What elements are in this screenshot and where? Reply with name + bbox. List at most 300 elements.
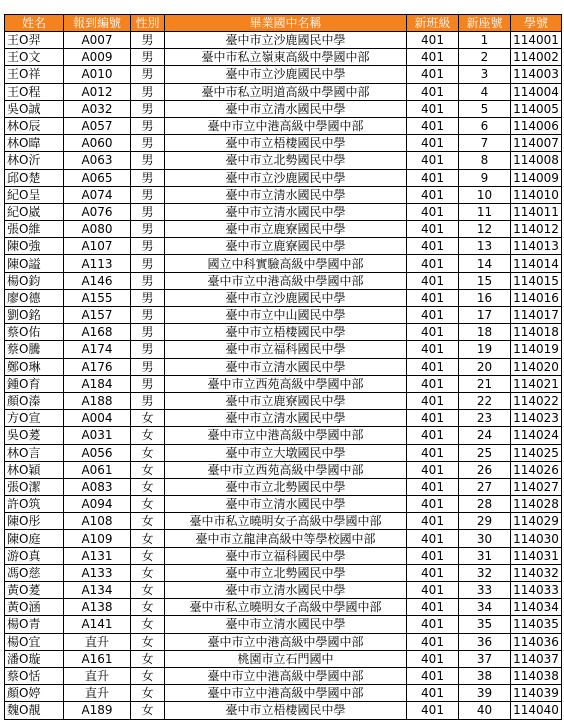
name-cell: 黃O涵 bbox=[5, 599, 64, 616]
student-id-cell: 114028 bbox=[511, 496, 562, 513]
student-id-cell: 114023 bbox=[511, 410, 562, 427]
name-cell: 林O穎 bbox=[5, 461, 64, 478]
class-cell: 401 bbox=[407, 32, 459, 49]
table-row bbox=[5, 427, 562, 444]
gender-cell: 男 bbox=[131, 307, 165, 324]
class-cell: 401 bbox=[407, 599, 459, 616]
table-row bbox=[5, 599, 562, 616]
student-id-cell: 114026 bbox=[511, 461, 562, 478]
table-row bbox=[5, 513, 562, 530]
registration-cell: A189 bbox=[64, 702, 131, 719]
seat-cell: 23 bbox=[459, 410, 511, 427]
header-row bbox=[5, 15, 562, 32]
name-cell: 蔡O佑 bbox=[5, 324, 64, 341]
registration-cell: A176 bbox=[64, 358, 131, 375]
seat-cell: 3 bbox=[459, 66, 511, 83]
header-name: 姓名 bbox=[5, 15, 64, 32]
school-cell: 臺中市立北勢國民中學 bbox=[165, 152, 407, 169]
table-row bbox=[5, 650, 562, 667]
school-cell: 臺中市立清水國民中學 bbox=[165, 358, 407, 375]
name-cell: 楊O宜 bbox=[5, 633, 64, 650]
name-cell: 紀O呈 bbox=[5, 186, 64, 203]
seat-cell: 40 bbox=[459, 702, 511, 719]
name-cell: 鄭O琳 bbox=[5, 358, 64, 375]
school-cell: 國立中科實驗高級中學國中部 bbox=[165, 255, 407, 272]
seat-cell: 39 bbox=[459, 685, 511, 702]
school-cell: 臺中市立鹿寮國民中學 bbox=[165, 221, 407, 238]
seat-cell: 29 bbox=[459, 513, 511, 530]
school-cell: 臺中市立沙鹿國民中學 bbox=[165, 66, 407, 83]
school-cell: 臺中市立大墩國民中學 bbox=[165, 444, 407, 461]
seat-cell: 11 bbox=[459, 203, 511, 220]
name-cell: 陳O庭 bbox=[5, 530, 64, 547]
seat-cell: 27 bbox=[459, 478, 511, 495]
table-row bbox=[5, 324, 562, 341]
table-row bbox=[5, 685, 562, 702]
name-cell: 蔡O恬 bbox=[5, 667, 64, 684]
name-cell: 魏O靚 bbox=[5, 702, 64, 719]
name-cell: 王O祥 bbox=[5, 66, 64, 83]
table-row bbox=[5, 117, 562, 134]
gender-cell: 男 bbox=[131, 135, 165, 152]
gender-cell: 男 bbox=[131, 324, 165, 341]
class-cell: 401 bbox=[407, 324, 459, 341]
name-cell: 顏O溱 bbox=[5, 392, 64, 409]
name-cell: 張O潔 bbox=[5, 478, 64, 495]
seat-cell: 19 bbox=[459, 341, 511, 358]
name-cell: 張O維 bbox=[5, 221, 64, 238]
class-cell: 401 bbox=[407, 513, 459, 530]
table-row bbox=[5, 152, 562, 169]
name-cell: 楊O青 bbox=[5, 616, 64, 633]
name-cell: 劉O銘 bbox=[5, 307, 64, 324]
table-row bbox=[5, 444, 562, 461]
school-cell: 臺中市立中港高級中學國中部 bbox=[165, 272, 407, 289]
school-cell: 臺中市私立明道高級中學國中部 bbox=[165, 83, 407, 100]
school-cell: 臺中市立福科國民中學 bbox=[165, 547, 407, 564]
table-row bbox=[5, 582, 562, 599]
registration-cell: 直升 bbox=[64, 667, 131, 684]
name-cell: 顏O婷 bbox=[5, 685, 64, 702]
table-row bbox=[5, 238, 562, 255]
table-row bbox=[5, 307, 562, 324]
seat-cell: 31 bbox=[459, 547, 511, 564]
class-cell: 401 bbox=[407, 496, 459, 513]
gender-cell: 男 bbox=[131, 375, 165, 392]
student-id-cell: 114019 bbox=[511, 341, 562, 358]
registration-cell: A056 bbox=[64, 444, 131, 461]
table-row bbox=[5, 66, 562, 83]
registration-cell: A133 bbox=[64, 564, 131, 581]
seat-cell: 1 bbox=[459, 32, 511, 49]
student-id-cell: 114003 bbox=[511, 66, 562, 83]
class-cell: 401 bbox=[407, 564, 459, 581]
registration-cell: A031 bbox=[64, 427, 131, 444]
gender-cell: 女 bbox=[131, 478, 165, 495]
table-row bbox=[5, 100, 562, 117]
student-id-cell: 114002 bbox=[511, 49, 562, 66]
class-cell: 401 bbox=[407, 685, 459, 702]
registration-cell: A060 bbox=[64, 135, 131, 152]
school-cell: 臺中市立沙鹿國民中學 bbox=[165, 169, 407, 186]
table-row bbox=[5, 203, 562, 220]
class-cell: 401 bbox=[407, 410, 459, 427]
class-cell: 401 bbox=[407, 667, 459, 684]
student-id-cell: 114034 bbox=[511, 599, 562, 616]
name-cell: 許O筑 bbox=[5, 496, 64, 513]
school-cell: 臺中市立西苑高級中學國中部 bbox=[165, 461, 407, 478]
school-cell: 臺中市私立曉明女子高級中學國中部 bbox=[165, 513, 407, 530]
gender-cell: 女 bbox=[131, 530, 165, 547]
registration-cell: A065 bbox=[64, 169, 131, 186]
gender-cell: 女 bbox=[131, 496, 165, 513]
school-cell: 臺中市立梧棲國民中學 bbox=[165, 324, 407, 341]
registration-cell: A109 bbox=[64, 530, 131, 547]
student-roster-table bbox=[4, 14, 562, 720]
name-cell: 紀O崴 bbox=[5, 203, 64, 220]
seat-cell: 7 bbox=[459, 135, 511, 152]
class-cell: 401 bbox=[407, 650, 459, 667]
gender-cell: 女 bbox=[131, 513, 165, 530]
school-cell: 臺中市立北勢國民中學 bbox=[165, 478, 407, 495]
name-cell: 黃O萲 bbox=[5, 582, 64, 599]
table-row bbox=[5, 272, 562, 289]
registration-cell: A131 bbox=[64, 547, 131, 564]
school-cell: 臺中市立中港高級中學國中部 bbox=[165, 667, 407, 684]
student-id-cell: 114017 bbox=[511, 307, 562, 324]
seat-cell: 12 bbox=[459, 221, 511, 238]
header-student-id: 學號 bbox=[511, 15, 562, 32]
table-row bbox=[5, 32, 562, 49]
gender-cell: 女 bbox=[131, 410, 165, 427]
gender-cell: 女 bbox=[131, 650, 165, 667]
registration-cell: A009 bbox=[64, 49, 131, 66]
gender-cell: 男 bbox=[131, 117, 165, 134]
gender-cell: 男 bbox=[131, 186, 165, 203]
student-id-cell: 114039 bbox=[511, 685, 562, 702]
class-cell: 401 bbox=[407, 221, 459, 238]
gender-cell: 男 bbox=[131, 32, 165, 49]
seat-cell: 37 bbox=[459, 650, 511, 667]
student-id-cell: 114030 bbox=[511, 530, 562, 547]
table-row bbox=[5, 289, 562, 306]
table-row bbox=[5, 633, 562, 650]
school-cell: 臺中市立龍津高級中等學校國中部 bbox=[165, 530, 407, 547]
gender-cell: 男 bbox=[131, 341, 165, 358]
registration-cell: A063 bbox=[64, 152, 131, 169]
seat-cell: 32 bbox=[459, 564, 511, 581]
table-row bbox=[5, 392, 562, 409]
seat-cell: 35 bbox=[459, 616, 511, 633]
name-cell: 吳O誠 bbox=[5, 100, 64, 117]
header-new-class: 新班級 bbox=[407, 15, 459, 32]
registration-cell: A074 bbox=[64, 186, 131, 203]
registration-cell: A138 bbox=[64, 599, 131, 616]
gender-cell: 女 bbox=[131, 633, 165, 650]
registration-cell: A174 bbox=[64, 341, 131, 358]
student-id-cell: 114015 bbox=[511, 272, 562, 289]
table-row bbox=[5, 667, 562, 684]
table-row bbox=[5, 169, 562, 186]
seat-cell: 28 bbox=[459, 496, 511, 513]
class-cell: 401 bbox=[407, 444, 459, 461]
name-cell: 蔡O騰 bbox=[5, 341, 64, 358]
table-row bbox=[5, 255, 562, 272]
class-cell: 401 bbox=[407, 203, 459, 220]
gender-cell: 女 bbox=[131, 427, 165, 444]
student-id-cell: 114014 bbox=[511, 255, 562, 272]
class-cell: 401 bbox=[407, 289, 459, 306]
table-row bbox=[5, 83, 562, 100]
gender-cell: 男 bbox=[131, 255, 165, 272]
seat-cell: 18 bbox=[459, 324, 511, 341]
class-cell: 401 bbox=[407, 117, 459, 134]
gender-cell: 男 bbox=[131, 238, 165, 255]
registration-cell: A161 bbox=[64, 650, 131, 667]
registration-cell: A184 bbox=[64, 375, 131, 392]
class-cell: 401 bbox=[407, 358, 459, 375]
school-cell: 桃園市立石門國中 bbox=[165, 650, 407, 667]
registration-cell: A061 bbox=[64, 461, 131, 478]
name-cell: 馮O慈 bbox=[5, 564, 64, 581]
registration-cell: 直升 bbox=[64, 685, 131, 702]
seat-cell: 17 bbox=[459, 307, 511, 324]
seat-cell: 13 bbox=[459, 238, 511, 255]
student-id-cell: 114009 bbox=[511, 169, 562, 186]
seat-cell: 16 bbox=[459, 289, 511, 306]
table-row bbox=[5, 358, 562, 375]
registration-cell: A168 bbox=[64, 324, 131, 341]
gender-cell: 女 bbox=[131, 547, 165, 564]
seat-cell: 36 bbox=[459, 633, 511, 650]
school-cell: 臺中市立清水國民中學 bbox=[165, 186, 407, 203]
gender-cell: 女 bbox=[131, 667, 165, 684]
table-row bbox=[5, 478, 562, 495]
school-cell: 臺中市立中港高級中學國中部 bbox=[165, 633, 407, 650]
table-row bbox=[5, 221, 562, 238]
seat-cell: 24 bbox=[459, 427, 511, 444]
seat-cell: 30 bbox=[459, 530, 511, 547]
roster-body bbox=[5, 32, 562, 720]
name-cell: 方O宣 bbox=[5, 410, 64, 427]
name-cell: 陳O彤 bbox=[5, 513, 64, 530]
seat-cell: 26 bbox=[459, 461, 511, 478]
table-row bbox=[5, 49, 562, 66]
seat-cell: 22 bbox=[459, 392, 511, 409]
school-cell: 臺中市立清水國民中學 bbox=[165, 496, 407, 513]
registration-cell: A076 bbox=[64, 203, 131, 220]
name-cell: 吳O萲 bbox=[5, 427, 64, 444]
student-id-cell: 114033 bbox=[511, 582, 562, 599]
name-cell: 林O言 bbox=[5, 444, 64, 461]
seat-cell: 20 bbox=[459, 358, 511, 375]
class-cell: 401 bbox=[407, 341, 459, 358]
student-id-cell: 114012 bbox=[511, 221, 562, 238]
gender-cell: 女 bbox=[131, 461, 165, 478]
header-junior-high-school: 畢業國中名稱 bbox=[165, 15, 407, 32]
school-cell: 臺中市立清水國民中學 bbox=[165, 203, 407, 220]
class-cell: 401 bbox=[407, 375, 459, 392]
class-cell: 401 bbox=[407, 152, 459, 169]
gender-cell: 男 bbox=[131, 66, 165, 83]
table-row bbox=[5, 530, 562, 547]
student-id-cell: 114025 bbox=[511, 444, 562, 461]
seat-cell: 33 bbox=[459, 582, 511, 599]
class-cell: 401 bbox=[407, 238, 459, 255]
class-cell: 401 bbox=[407, 83, 459, 100]
name-cell: 鍾O育 bbox=[5, 375, 64, 392]
school-cell: 臺中市私立嶺東高級中學國中部 bbox=[165, 49, 407, 66]
class-cell: 401 bbox=[407, 49, 459, 66]
student-id-cell: 114008 bbox=[511, 152, 562, 169]
class-cell: 401 bbox=[407, 478, 459, 495]
table-row bbox=[5, 496, 562, 513]
school-cell: 臺中市立西苑高級中學國中部 bbox=[165, 375, 407, 392]
class-cell: 401 bbox=[407, 272, 459, 289]
name-cell: 林O沂 bbox=[5, 152, 64, 169]
school-cell: 臺中市立清水國民中學 bbox=[165, 616, 407, 633]
header-gender: 性別 bbox=[131, 15, 165, 32]
gender-cell: 男 bbox=[131, 221, 165, 238]
registration-cell: A107 bbox=[64, 238, 131, 255]
table-row bbox=[5, 410, 562, 427]
student-id-cell: 114001 bbox=[511, 32, 562, 49]
school-cell: 臺中市立沙鹿國民中學 bbox=[165, 289, 407, 306]
gender-cell: 女 bbox=[131, 582, 165, 599]
gender-cell: 男 bbox=[131, 358, 165, 375]
registration-cell: A083 bbox=[64, 478, 131, 495]
registration-cell: 直升 bbox=[64, 633, 131, 650]
seat-cell: 4 bbox=[459, 83, 511, 100]
student-id-cell: 114011 bbox=[511, 203, 562, 220]
registration-cell: A134 bbox=[64, 582, 131, 599]
seat-cell: 38 bbox=[459, 667, 511, 684]
class-cell: 401 bbox=[407, 307, 459, 324]
table-row bbox=[5, 375, 562, 392]
seat-cell: 15 bbox=[459, 272, 511, 289]
name-cell: 王O羿 bbox=[5, 32, 64, 49]
class-cell: 401 bbox=[407, 582, 459, 599]
gender-cell: 男 bbox=[131, 83, 165, 100]
class-cell: 401 bbox=[407, 255, 459, 272]
gender-cell: 男 bbox=[131, 152, 165, 169]
class-cell: 401 bbox=[407, 186, 459, 203]
student-id-cell: 114032 bbox=[511, 564, 562, 581]
name-cell: 林O暐 bbox=[5, 135, 64, 152]
school-cell: 臺中市立清水國民中學 bbox=[165, 582, 407, 599]
class-cell: 401 bbox=[407, 616, 459, 633]
table-row bbox=[5, 702, 562, 719]
table-row bbox=[5, 341, 562, 358]
gender-cell: 女 bbox=[131, 444, 165, 461]
table-row bbox=[5, 461, 562, 478]
gender-cell: 男 bbox=[131, 169, 165, 186]
school-cell: 臺中市立福科國民中學 bbox=[165, 341, 407, 358]
class-cell: 401 bbox=[407, 547, 459, 564]
student-id-cell: 114018 bbox=[511, 324, 562, 341]
student-id-cell: 114037 bbox=[511, 650, 562, 667]
seat-cell: 25 bbox=[459, 444, 511, 461]
school-cell: 臺中市立中港高級中學國中部 bbox=[165, 685, 407, 702]
registration-cell: A113 bbox=[64, 255, 131, 272]
student-id-cell: 114006 bbox=[511, 117, 562, 134]
class-cell: 401 bbox=[407, 633, 459, 650]
school-cell: 臺中市立梧棲國民中學 bbox=[165, 135, 407, 152]
table-row bbox=[5, 547, 562, 564]
registration-cell: A080 bbox=[64, 221, 131, 238]
registration-cell: A032 bbox=[64, 100, 131, 117]
class-cell: 401 bbox=[407, 66, 459, 83]
seat-cell: 21 bbox=[459, 375, 511, 392]
registration-cell: A157 bbox=[64, 307, 131, 324]
registration-cell: A010 bbox=[64, 66, 131, 83]
school-cell: 臺中市立中港高級中學國中部 bbox=[165, 117, 407, 134]
student-id-cell: 114031 bbox=[511, 547, 562, 564]
seat-cell: 9 bbox=[459, 169, 511, 186]
class-cell: 401 bbox=[407, 702, 459, 719]
registration-cell: A108 bbox=[64, 513, 131, 530]
registration-cell: A094 bbox=[64, 496, 131, 513]
table-row bbox=[5, 616, 562, 633]
table-row bbox=[5, 564, 562, 581]
gender-cell: 男 bbox=[131, 203, 165, 220]
class-cell: 401 bbox=[407, 100, 459, 117]
student-id-cell: 114016 bbox=[511, 289, 562, 306]
gender-cell: 女 bbox=[131, 685, 165, 702]
registration-cell: A007 bbox=[64, 32, 131, 49]
school-cell: 臺中市立鹿寮國民中學 bbox=[165, 238, 407, 255]
registration-cell: A146 bbox=[64, 272, 131, 289]
school-cell: 臺中市立中山國民中學 bbox=[165, 307, 407, 324]
gender-cell: 男 bbox=[131, 289, 165, 306]
name-cell: 邱O楚 bbox=[5, 169, 64, 186]
gender-cell: 男 bbox=[131, 272, 165, 289]
student-id-cell: 114020 bbox=[511, 358, 562, 375]
student-id-cell: 114024 bbox=[511, 427, 562, 444]
student-id-cell: 114040 bbox=[511, 702, 562, 719]
school-cell: 臺中市立鹿寮國民中學 bbox=[165, 392, 407, 409]
school-cell: 臺中市立梧棲國民中學 bbox=[165, 702, 407, 719]
gender-cell: 女 bbox=[131, 599, 165, 616]
registration-cell: A057 bbox=[64, 117, 131, 134]
class-cell: 401 bbox=[407, 169, 459, 186]
class-cell: 401 bbox=[407, 530, 459, 547]
school-cell: 臺中市立清水國民中學 bbox=[165, 100, 407, 117]
student-id-cell: 114013 bbox=[511, 238, 562, 255]
seat-cell: 8 bbox=[459, 152, 511, 169]
name-cell: 游O真 bbox=[5, 547, 64, 564]
header-registration-number: 報到編號 bbox=[64, 15, 131, 32]
gender-cell: 女 bbox=[131, 616, 165, 633]
table-row bbox=[5, 135, 562, 152]
student-id-cell: 114010 bbox=[511, 186, 562, 203]
school-cell: 臺中市立北勢國民中學 bbox=[165, 564, 407, 581]
seat-cell: 5 bbox=[459, 100, 511, 117]
name-cell: 陳O謚 bbox=[5, 255, 64, 272]
student-id-cell: 114021 bbox=[511, 375, 562, 392]
name-cell: 楊O鈞 bbox=[5, 272, 64, 289]
name-cell: 廖O德 bbox=[5, 289, 64, 306]
gender-cell: 男 bbox=[131, 392, 165, 409]
roster-container bbox=[4, 14, 562, 720]
gender-cell: 女 bbox=[131, 702, 165, 719]
registration-cell: A004 bbox=[64, 410, 131, 427]
registration-cell: A141 bbox=[64, 616, 131, 633]
student-id-cell: 114004 bbox=[511, 83, 562, 100]
name-cell: 王O文 bbox=[5, 49, 64, 66]
registration-cell: A155 bbox=[64, 289, 131, 306]
student-id-cell: 114029 bbox=[511, 513, 562, 530]
